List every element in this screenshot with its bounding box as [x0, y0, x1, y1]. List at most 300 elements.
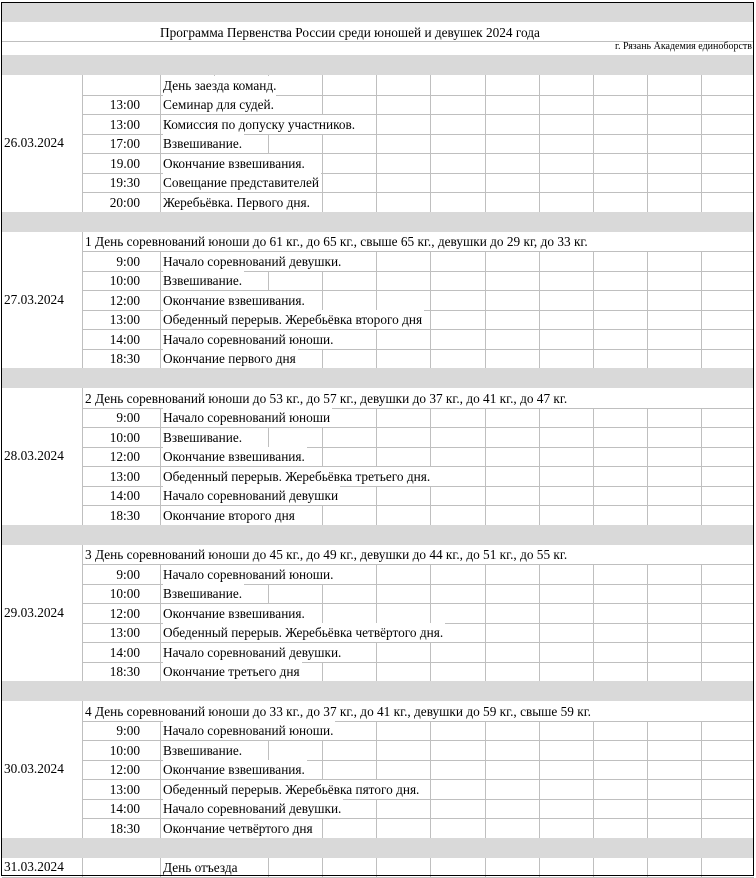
event-text: Окончание взвешивания. — [163, 449, 305, 464]
gridline — [485, 271, 486, 291]
day-date: 30.03.2024 — [4, 761, 64, 777]
separator-row — [2, 212, 754, 232]
gridline — [430, 447, 431, 467]
gridline — [430, 584, 431, 604]
gridline — [701, 271, 702, 291]
gridline — [593, 486, 594, 506]
gridline — [485, 799, 486, 819]
event-time: 14:00 — [109, 331, 140, 347]
gridline — [485, 603, 486, 623]
gridline — [485, 134, 486, 154]
gridline — [82, 701, 83, 838]
event-time: 13:00 — [109, 97, 140, 112]
gridline — [376, 329, 377, 349]
gridline — [160, 192, 161, 212]
gridline — [593, 153, 594, 173]
gridline — [701, 192, 702, 212]
gridline — [647, 349, 648, 369]
event-text: Начало соревнований юноши. — [163, 331, 334, 347]
gridline — [160, 114, 161, 134]
gridline — [647, 779, 648, 799]
gridline — [593, 466, 594, 486]
gridline — [539, 408, 540, 428]
gridline — [539, 603, 540, 623]
gridline — [593, 349, 594, 369]
event-text: Окончание взвешивания. — [163, 155, 305, 171]
gridline — [701, 505, 702, 525]
gridline — [647, 740, 648, 760]
gridline — [701, 740, 702, 760]
gridline — [160, 760, 161, 780]
event-text: Окончание третьего дня — [163, 664, 300, 679]
gridline — [485, 153, 486, 173]
gridline — [430, 75, 431, 95]
gridline — [322, 584, 323, 604]
gridline — [322, 349, 323, 369]
gridline — [485, 505, 486, 525]
gridline — [593, 427, 594, 447]
gridline — [485, 408, 486, 428]
gridline — [701, 408, 702, 428]
separator-row — [2, 681, 754, 701]
gridline — [160, 251, 161, 271]
gridline — [701, 329, 702, 349]
event-time: 18:30 — [109, 351, 140, 366]
event-time: 19.00 — [110, 155, 140, 171]
gridline — [539, 251, 540, 271]
gridline — [701, 799, 702, 819]
gridline — [160, 799, 161, 819]
gridline — [160, 721, 161, 741]
gridline — [647, 799, 648, 819]
event-text: Взвешивание. — [163, 742, 243, 758]
gridline — [539, 447, 540, 467]
gridline — [539, 134, 540, 154]
gridline — [485, 486, 486, 506]
day-header: 4 День соревнований юноши до 33 кг., до 37 кг., до 41 кг., девушки до 59 кг., свыше 59 кг. — [85, 703, 592, 719]
gridline — [376, 662, 377, 682]
gridline — [376, 799, 377, 819]
event-time: 9:00 — [116, 410, 140, 425]
event-time: 10:00 — [109, 429, 140, 445]
day-date: 26.03.2024 — [4, 135, 64, 151]
gridline — [701, 310, 702, 330]
gridline — [647, 427, 648, 447]
gridline — [376, 192, 377, 212]
gridline — [160, 584, 161, 604]
gridline — [322, 134, 323, 154]
gridline — [647, 192, 648, 212]
gridline — [82, 858, 83, 878]
gridline — [593, 408, 594, 428]
gridline — [82, 232, 83, 369]
gridline — [593, 134, 594, 154]
gridline — [268, 271, 269, 291]
gridline — [376, 408, 377, 428]
event-text: Начало соревнований юноши. — [163, 723, 334, 738]
gridline — [268, 584, 269, 604]
gridline — [701, 173, 702, 193]
day-date: 28.03.2024 — [4, 448, 64, 464]
gridline — [160, 290, 161, 310]
event-text: Окончание четвёртого дня — [163, 820, 313, 836]
gridline — [268, 427, 269, 447]
event-time: 13:00 — [109, 116, 140, 132]
separator-row — [2, 3, 754, 22]
event-time: 19:30 — [109, 175, 140, 190]
gridline — [539, 721, 540, 741]
gridline — [485, 251, 486, 271]
gridline — [322, 858, 323, 878]
gridline — [701, 642, 702, 662]
gridline — [160, 447, 161, 467]
gridline — [485, 584, 486, 604]
gridline — [701, 251, 702, 271]
gridline — [160, 329, 161, 349]
gridline — [376, 721, 377, 741]
gridline — [430, 779, 431, 799]
day-header: 3 День соревнований юноши до 45 кг., до 49 кг., девушки до 44 кг., до 51 кг., до 55 кг. — [85, 547, 568, 562]
gridline — [647, 290, 648, 310]
gridline — [539, 584, 540, 604]
gridline — [539, 818, 540, 838]
gridline — [485, 192, 486, 212]
event-time: 20:00 — [109, 194, 140, 210]
gridline — [593, 173, 594, 193]
gridline — [593, 623, 594, 643]
gridline — [322, 95, 323, 115]
event-text: Начало соревнований девушки — [163, 488, 339, 503]
gridline — [160, 271, 161, 291]
gridline — [268, 740, 269, 760]
event-time: 12:00 — [109, 605, 140, 621]
gridline — [647, 153, 648, 173]
gridline — [647, 818, 648, 838]
gridline — [82, 545, 83, 682]
gridline — [701, 153, 702, 173]
gridline — [160, 310, 161, 330]
gridline — [160, 505, 161, 525]
gridline — [485, 310, 486, 330]
event-text: Обеденный перерыв. Жеребьёвка второго дня — [163, 312, 423, 327]
gridline — [376, 858, 377, 878]
gridline — [539, 858, 540, 878]
gridline — [647, 329, 648, 349]
gridline — [593, 584, 594, 604]
gridline — [593, 721, 594, 741]
gridline — [539, 310, 540, 330]
gridline — [376, 427, 377, 447]
gridline — [322, 740, 323, 760]
gridline — [485, 466, 486, 486]
event-text: Окончание взвешивания. — [163, 292, 305, 308]
event-time: 18:30 — [109, 664, 140, 679]
gridline — [647, 134, 648, 154]
gridline — [160, 642, 161, 662]
gridline — [376, 75, 377, 95]
gridline — [593, 779, 594, 799]
gridline — [701, 349, 702, 369]
gridline — [430, 721, 431, 741]
gridline — [376, 134, 377, 154]
event-time: 14:00 — [109, 801, 140, 816]
gridline — [647, 858, 648, 878]
gridline — [647, 271, 648, 291]
gridline — [160, 75, 161, 95]
event-text: День отъезда — [163, 860, 238, 875]
event-time: 10:00 — [109, 273, 140, 288]
gridline — [430, 740, 431, 760]
gridline — [701, 290, 702, 310]
gridline — [539, 114, 540, 134]
gridline — [539, 623, 540, 643]
gridline — [701, 95, 702, 115]
gridline — [485, 114, 486, 134]
gridline — [160, 349, 161, 369]
gridline — [160, 779, 161, 799]
gridline — [322, 818, 323, 838]
day-header: 1 День соревнований юноши до 61 кг., до 65 кг., свыше 65 кг., девушки до 29 кг, до 33 кг. — [85, 234, 588, 249]
gridline — [593, 564, 594, 584]
page-title: Программа Первенства России среди юношей и девушек 2024 года — [160, 25, 540, 40]
gridline — [593, 447, 594, 467]
gridline — [539, 642, 540, 662]
event-time: 10:00 — [109, 586, 140, 601]
gridline — [593, 271, 594, 291]
gridline — [593, 251, 594, 271]
gridline — [485, 447, 486, 467]
gridline — [593, 858, 594, 878]
gridline — [322, 447, 323, 467]
event-time: 12:00 — [109, 762, 140, 777]
gridline — [322, 662, 323, 682]
event-time: 18:30 — [109, 507, 140, 523]
gridline — [593, 75, 594, 95]
gridline — [701, 466, 702, 486]
gridline — [593, 760, 594, 780]
gridline — [430, 564, 431, 584]
gridline — [485, 290, 486, 310]
gridline — [160, 603, 161, 623]
gridline — [376, 271, 377, 291]
gridline — [160, 153, 161, 173]
gridline — [430, 427, 431, 447]
gridline — [647, 603, 648, 623]
gridline — [593, 114, 594, 134]
event-text: Начало соревнований девушки. — [163, 253, 342, 269]
gridline — [160, 173, 161, 193]
gridline — [160, 623, 161, 643]
gridline — [430, 173, 431, 193]
gridline — [160, 818, 161, 838]
venue-label: г. Рязань Академия единоборств — [615, 41, 752, 52]
event-text: Обеденный перерыв. Жеребьёвка пятого дня. — [163, 781, 420, 797]
gridline — [701, 623, 702, 643]
gridline — [593, 95, 594, 115]
gridline — [430, 642, 431, 662]
gridline — [322, 427, 323, 447]
event-text: Начало соревнований юноши. — [163, 566, 334, 582]
gridline — [322, 75, 323, 95]
gridline — [376, 114, 377, 134]
gridline — [376, 349, 377, 369]
gridline — [376, 603, 377, 623]
event-text: Окончание взвешивания. — [163, 605, 305, 621]
event-text: Начало соревнований юноши — [163, 410, 331, 425]
gridline — [539, 329, 540, 349]
gridline — [485, 427, 486, 447]
event-time: 10:00 — [109, 742, 140, 758]
gridline — [322, 271, 323, 291]
gridline — [376, 447, 377, 467]
separator-row — [2, 368, 754, 388]
gridline — [485, 818, 486, 838]
gridline — [485, 173, 486, 193]
gridline — [539, 290, 540, 310]
gridline — [539, 466, 540, 486]
gridline — [593, 310, 594, 330]
gridline — [539, 799, 540, 819]
gridline — [647, 662, 648, 682]
gridline — [485, 95, 486, 115]
gridline — [485, 623, 486, 643]
gridline — [430, 114, 431, 134]
gridline — [485, 349, 486, 369]
gridline — [701, 114, 702, 134]
gridline — [82, 388, 83, 525]
gridline — [430, 662, 431, 682]
gridline — [430, 349, 431, 369]
event-time: 12:00 — [109, 449, 140, 464]
gridline — [485, 858, 486, 878]
gridline — [430, 799, 431, 819]
gridline — [485, 75, 486, 95]
gridline — [430, 818, 431, 838]
gridline — [593, 799, 594, 819]
gridline — [376, 818, 377, 838]
event-time: 18:30 — [109, 820, 140, 836]
event-text: Взвешивание. — [163, 136, 243, 151]
gridline — [376, 505, 377, 525]
gridline — [539, 271, 540, 291]
event-time: 9:00 — [116, 253, 140, 269]
gridline — [430, 310, 431, 330]
gridline — [160, 427, 161, 447]
gridline — [485, 642, 486, 662]
gridline — [430, 329, 431, 349]
gridline — [701, 662, 702, 682]
gridline — [376, 740, 377, 760]
gridline — [376, 95, 377, 115]
event-time: 17:00 — [109, 136, 140, 151]
gridline — [701, 818, 702, 838]
gridline — [539, 192, 540, 212]
separator-row — [2, 525, 754, 545]
gridline — [376, 584, 377, 604]
event-time: 12:00 — [109, 292, 140, 308]
gridline — [160, 740, 161, 760]
gridline — [322, 603, 323, 623]
event-text: Начало соревнований девушки. — [163, 644, 342, 660]
gridline — [430, 134, 431, 154]
gridline — [430, 486, 431, 506]
event-time: 9:00 — [116, 723, 140, 738]
gridline — [376, 173, 377, 193]
gridline — [701, 779, 702, 799]
gridline — [539, 564, 540, 584]
gridline — [647, 251, 648, 271]
gridline — [430, 603, 431, 623]
gridline — [160, 662, 161, 682]
event-text: День заезда команд. — [163, 77, 277, 93]
gridline — [430, 251, 431, 271]
gridline — [539, 760, 540, 780]
gridline — [647, 466, 648, 486]
gridline — [485, 740, 486, 760]
gridline — [593, 740, 594, 760]
gridline — [82, 75, 83, 212]
gridline — [539, 95, 540, 115]
event-text: Окончание первого дня — [163, 351, 296, 366]
gridline — [647, 721, 648, 741]
event-time: 14:00 — [109, 644, 140, 660]
day-date: 29.03.2024 — [4, 604, 64, 620]
gridline — [376, 290, 377, 310]
gridline — [593, 290, 594, 310]
gridline — [485, 760, 486, 780]
gridline — [376, 642, 377, 662]
gridline — [539, 779, 540, 799]
gridline — [647, 564, 648, 584]
event-text: Взвешивание. — [163, 429, 243, 445]
day-date: 27.03.2024 — [4, 291, 64, 307]
gridline — [160, 466, 161, 486]
gridline — [376, 564, 377, 584]
gridline — [701, 486, 702, 506]
gridline — [268, 134, 269, 154]
gridline — [539, 662, 540, 682]
event-text: Взвешивание. — [163, 586, 243, 601]
gridline — [701, 75, 702, 95]
gridline — [539, 153, 540, 173]
gridline — [647, 95, 648, 115]
gridline — [485, 779, 486, 799]
gridline — [539, 427, 540, 447]
gridline — [593, 662, 594, 682]
gridline — [701, 603, 702, 623]
event-text: Обеденный перерыв. Жеребьёвка третьего дня. — [163, 468, 431, 484]
gridline — [430, 192, 431, 212]
gridline — [701, 427, 702, 447]
event-time: 14:00 — [109, 488, 140, 503]
gridline — [593, 603, 594, 623]
gridline — [539, 486, 540, 506]
gridline — [539, 505, 540, 525]
gridline — [647, 114, 648, 134]
gridline — [701, 134, 702, 154]
gridline — [647, 760, 648, 780]
gridline — [376, 251, 377, 271]
event-text: Жеребьёвка. Первого дня. — [163, 194, 310, 210]
gridline — [647, 408, 648, 428]
gridline — [539, 349, 540, 369]
gridline — [430, 271, 431, 291]
separator-row — [2, 55, 754, 75]
gridline — [647, 173, 648, 193]
gridline — [701, 760, 702, 780]
gridline — [160, 134, 161, 154]
gridline — [160, 858, 161, 878]
